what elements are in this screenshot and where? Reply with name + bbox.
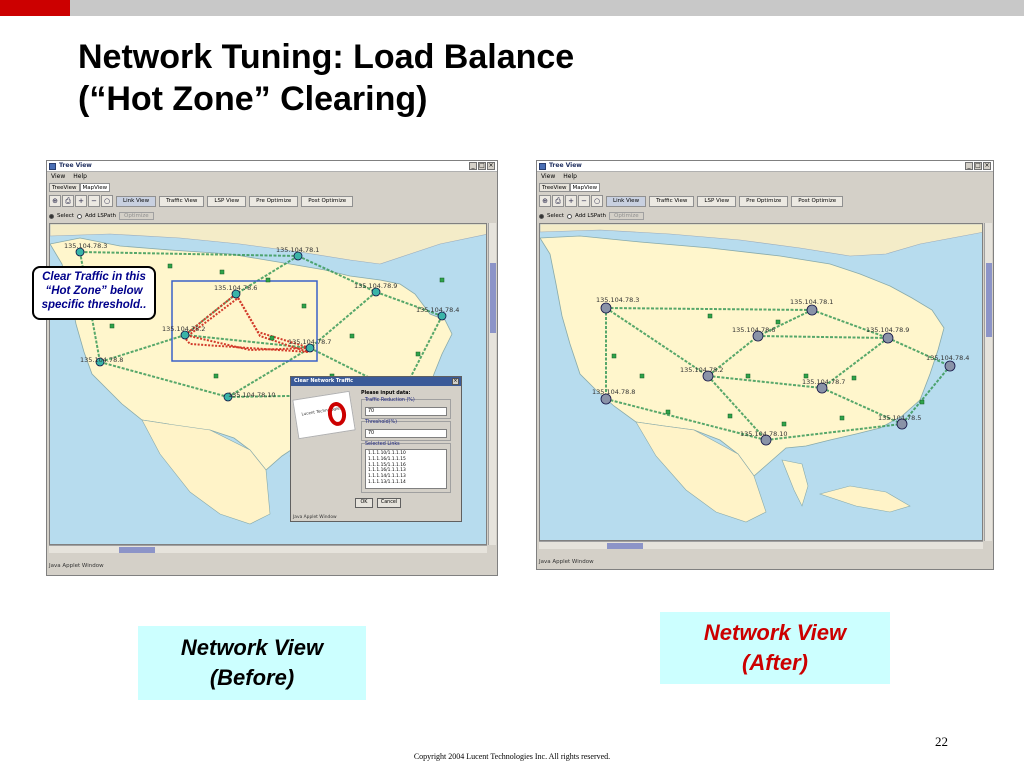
zoom-reset-icon[interactable]: ○	[101, 195, 113, 207]
list-item[interactable]: 1.1.1.13/1.1.1.14	[368, 479, 406, 485]
lsp-view-button[interactable]: LSP View	[207, 196, 246, 207]
optimize-button[interactable]: Optimize	[609, 212, 644, 220]
traffic-view-button[interactable]: Traffic View	[159, 196, 204, 207]
zoom-out-icon[interactable]: −	[578, 195, 590, 207]
pre-optimize-button[interactable]: Pre Optimize	[249, 196, 298, 207]
list-item[interactable]: 1.1.1.16/1.1.1.15	[368, 456, 406, 462]
lucent-ring-icon	[326, 401, 348, 428]
maximize-button[interactable]: □	[479, 162, 485, 169]
node-label: 135.104.78.10	[228, 391, 276, 399]
header-accent-bar	[0, 0, 70, 16]
list-item[interactable]: 1.1.1.15/1.1.1.16	[368, 462, 406, 468]
zoom-in-icon[interactable]: +	[565, 195, 577, 207]
callout-line3: specific threshold..	[41, 299, 147, 311]
callout-line1: Clear Traffic in this	[42, 271, 146, 283]
scroll-thumb[interactable]	[119, 547, 155, 553]
slide-title	[78, 36, 778, 120]
menu-bar	[47, 172, 497, 182]
selected-links-label: Selected Links	[365, 442, 400, 447]
menu-view[interactable]: View	[541, 173, 556, 180]
threshold-input[interactable]: 70	[365, 429, 447, 438]
callout-line2: “Hot Zone” below	[45, 285, 143, 297]
zoom-out-icon[interactable]: −	[88, 195, 100, 207]
scroll-thumb[interactable]	[490, 263, 496, 333]
zoom-in-icon[interactable]: +	[75, 195, 87, 207]
threshold-label: Threshold(%)	[365, 420, 397, 425]
dialog-title: Clear Network Traffic	[291, 377, 461, 386]
map-horizontal-scrollbar[interactable]	[49, 545, 487, 553]
map-vertical-scrollbar[interactable]	[488, 223, 496, 545]
close-button[interactable]: ×	[488, 162, 494, 169]
list-item[interactable]: 1.1.1.16/1.1.1.13	[368, 468, 406, 474]
link-view-button[interactable]: Link View	[606, 196, 646, 207]
list-item[interactable]: 1.1.1.14/1.1.1.13	[368, 474, 406, 480]
caption-after-line2: (After)	[742, 650, 808, 675]
dialog-status: Java Applet Window	[293, 515, 337, 520]
node-label: 135.104.78.4	[926, 354, 970, 362]
tab-treeview[interactable]: TreeView	[539, 183, 570, 192]
dialog-prompt: Please input data:	[361, 391, 411, 396]
tab-mapview[interactable]: MapView	[570, 183, 601, 192]
after-applet-window	[536, 160, 994, 570]
lsp-view-button[interactable]: LSP View	[697, 196, 736, 207]
node-label: 135.104.78.4	[416, 306, 460, 314]
app-icon	[49, 163, 56, 170]
optimize-button[interactable]: Optimize	[119, 212, 154, 220]
applet-status: Java Applet Window	[49, 563, 104, 569]
caption-after	[660, 612, 890, 684]
toolbar	[49, 194, 353, 208]
selected-links-list[interactable]	[365, 449, 447, 489]
tab-treeview[interactable]: TreeView	[49, 183, 80, 192]
menu-help[interactable]: Help	[73, 173, 87, 180]
node-label: 135.104.78.2	[680, 366, 724, 374]
caption-before-line1: Network View	[180, 635, 324, 660]
dialog-close-button[interactable]: ×	[453, 378, 458, 384]
post-optimize-button[interactable]: Post Optimize	[301, 196, 353, 207]
mode-radios	[49, 211, 154, 221]
select-radio-label: Select	[547, 213, 564, 219]
tab-mapview[interactable]: MapView	[80, 183, 111, 192]
app-icon	[539, 163, 546, 170]
traffic-view-button[interactable]: Traffic View	[649, 196, 694, 207]
select-radio-label: Select	[57, 213, 74, 219]
map-vertical-scrollbar[interactable]	[984, 223, 992, 541]
ok-button[interactable]: OK	[355, 498, 373, 508]
hot-zone-callout	[32, 266, 156, 320]
node-label: 135.104.78.3	[64, 242, 108, 250]
add-lspath-radio-label: Add LSPath	[84, 213, 117, 219]
caption-after-line1: Network View	[703, 620, 847, 645]
node-label: 135.104.78.10	[740, 430, 788, 438]
select-radio[interactable]	[49, 214, 54, 219]
header-bar	[70, 0, 1024, 16]
slide-title-line1: Network Tuning: Load Balance	[78, 38, 575, 76]
minimize-button[interactable]: _	[469, 162, 477, 170]
node-label: 135.104.78.3	[596, 296, 640, 304]
node-label: 135.104.78.6	[732, 326, 776, 334]
lucent-logo	[292, 391, 356, 440]
select-radio[interactable]	[539, 214, 544, 219]
node-label: 135.104.78.1	[276, 246, 320, 254]
clear-traffic-dialog	[290, 376, 462, 522]
node-label: 135.104.78.7	[288, 338, 332, 346]
node-label: 135.104.78.2	[162, 325, 206, 333]
mode-radios	[539, 211, 644, 221]
add-lspath-radio-label: Add LSPath	[574, 213, 607, 219]
window-title: Tree View	[549, 162, 582, 169]
target-icon[interactable]: ⊕	[539, 195, 551, 207]
applet-status: Java Applet Window	[539, 559, 594, 565]
node-label: 135.104.78.1	[790, 298, 834, 306]
window-titlebar[interactable]	[537, 161, 993, 172]
node-label: 135.104.78.7	[802, 378, 846, 386]
maximize-button[interactable]: □	[975, 162, 981, 169]
minimize-button[interactable]: _	[965, 162, 973, 170]
traffic-reduction-input[interactable]: 70	[365, 407, 447, 416]
caption-before	[138, 626, 366, 700]
add-lspath-radio[interactable]	[567, 214, 572, 219]
scroll-thumb[interactable]	[607, 543, 643, 549]
node-label: 135.104.78.6	[214, 284, 258, 292]
scroll-thumb[interactable]	[986, 263, 992, 337]
cancel-button[interactable]: Cancel	[377, 498, 401, 508]
slide-title-line2: (“Hot Zone” Clearing)	[78, 80, 428, 118]
network-map[interactable]	[539, 223, 983, 541]
post-optimize-button[interactable]: Post Optimize	[791, 196, 843, 207]
caption-before-line2: (Before)	[209, 665, 295, 690]
window-titlebar[interactable]	[47, 161, 497, 172]
traffic-reduction-label: Traffic Reduction (%)	[365, 398, 415, 403]
node-label: 135.104.78.9	[866, 326, 910, 334]
view-tabs	[539, 183, 600, 192]
print-icon[interactable]: ⎙	[62, 195, 74, 207]
zoom-reset-icon[interactable]: ○	[591, 195, 603, 207]
window-title: Tree View	[59, 162, 92, 169]
toolbar	[539, 194, 843, 208]
target-icon[interactable]: ⊕	[49, 195, 61, 207]
add-lspath-radio[interactable]	[77, 214, 82, 219]
page-number: 22	[935, 734, 948, 749]
pre-optimize-button[interactable]: Pre Optimize	[739, 196, 788, 207]
node-label: 135.104.78.8	[80, 356, 124, 364]
menu-view[interactable]: View	[51, 173, 66, 180]
menu-bar	[537, 172, 993, 182]
link-view-button[interactable]: Link View	[116, 196, 156, 207]
menu-help[interactable]: Help	[563, 173, 577, 180]
node-label: 135.104.78.9	[354, 282, 398, 290]
logo-text: Lucent Technologies	[301, 405, 342, 417]
node-label: 135.104.78.8	[592, 388, 636, 396]
node-label: 135.104.78.5	[878, 414, 922, 422]
list-item[interactable]: 1.1.1.10/1.1.1.10	[368, 451, 406, 456]
map-horizontal-scrollbar[interactable]	[539, 541, 983, 549]
close-button[interactable]: ×	[984, 162, 990, 169]
copyright-notice: Copyright 2004 Lucent Technologies Inc. All rights reserved.	[413, 752, 611, 761]
view-tabs	[49, 183, 110, 192]
print-icon[interactable]: ⎙	[552, 195, 564, 207]
us-map-svg	[540, 224, 983, 541]
